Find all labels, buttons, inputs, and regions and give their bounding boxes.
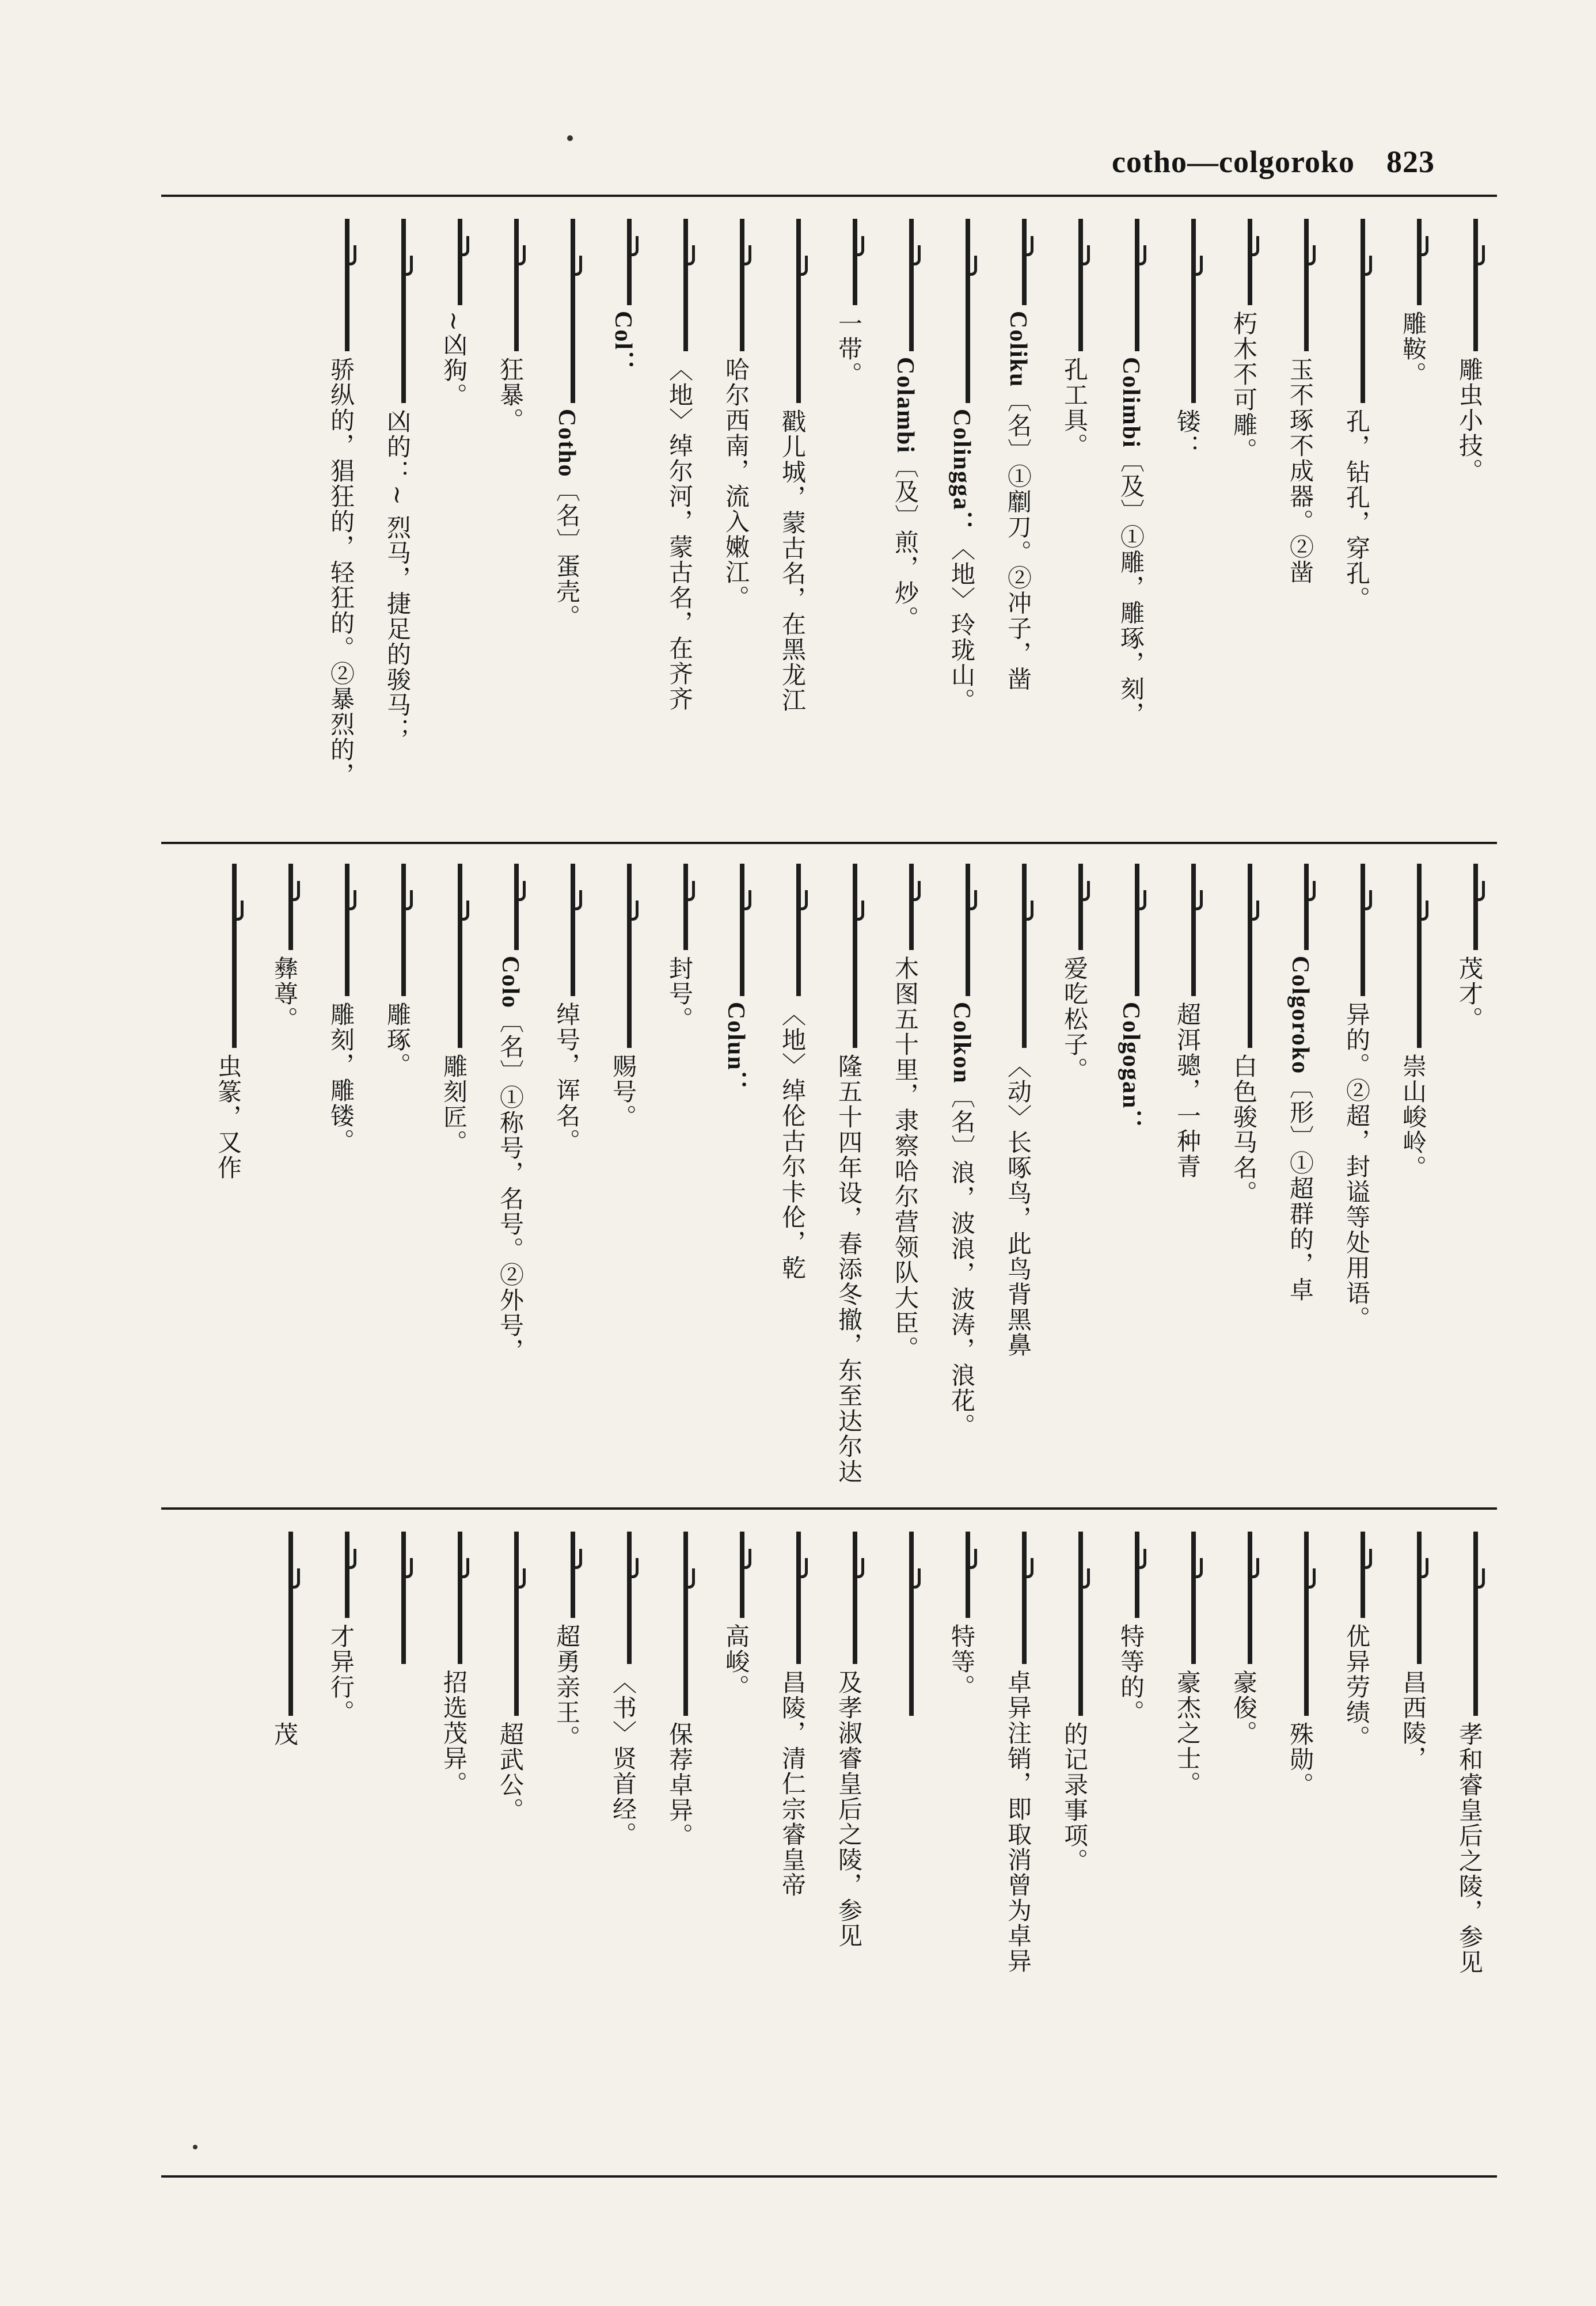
definition-text: 爱吃松子。: [1061, 956, 1089, 1082]
headword: Cotho: [553, 409, 580, 478]
manchu-script-word: [909, 1532, 914, 1716]
definition-text: 〔形〕①超群的，卓: [1286, 1074, 1314, 1303]
definition-text: 〈动〉长啄鸟，此鸟背黑鼻: [1004, 1054, 1032, 1358]
entry-line: [1216, 213, 1271, 829]
definition-text: 〔名〕蛋壳。: [553, 477, 581, 630]
header-range: cotho—colgoroko: [1112, 145, 1355, 179]
manchu-script-word: [796, 864, 801, 996]
entry-line: [1160, 858, 1215, 1491]
definition-text: 〔及〕煎，炒。: [891, 454, 919, 632]
entry-line: [426, 1526, 481, 2165]
entry-line: [426, 858, 481, 1491]
manchu-script-word: [1191, 864, 1196, 996]
definition-text: 茂: [271, 1722, 299, 1747]
manchu-script-word: [740, 1532, 744, 1618]
entry-line: [595, 1526, 651, 2165]
manchu-script-word: [571, 864, 575, 996]
print-speck: [567, 135, 573, 141]
entry-line: [370, 1526, 425, 2165]
entry-line: [313, 1526, 368, 2165]
manchu-script-word: [966, 864, 970, 996]
manchu-script-word: [1191, 1532, 1196, 1664]
definition-text: 〈地〉绰伦古尔卡伦，乾: [778, 1002, 807, 1281]
entry-line: [539, 1526, 594, 2165]
entry-line: [1047, 858, 1102, 1491]
definition-text: 特等的。: [1117, 1624, 1145, 1725]
manchu-script-word: [627, 864, 632, 1048]
entry-line: [1329, 1526, 1384, 2165]
entry-line: [1442, 1526, 1497, 2165]
header-rule: [161, 195, 1497, 197]
entry-line: [595, 858, 651, 1491]
manchu-script-word: [1078, 1532, 1083, 1716]
manchu-script-word: [288, 1532, 293, 1716]
entry-line: [821, 213, 876, 829]
manchu-script-word: [1135, 1532, 1139, 1618]
entry-line: [765, 213, 820, 829]
manchu-script-word: [345, 219, 349, 351]
entry-prefix: ~: [440, 311, 468, 333]
entry-line: [652, 213, 707, 829]
headword: Col：: [610, 311, 636, 376]
definition-text: 一带。: [835, 311, 863, 387]
entry-line: [934, 1526, 989, 2165]
definition-text: 雕鞍。: [1399, 311, 1427, 387]
definition-text: 朽木不可雕。: [1230, 311, 1258, 463]
manchu-script-word: [458, 219, 462, 305]
definition-text: 茂才。: [1456, 956, 1484, 1032]
definition-text: 殊勋。: [1286, 1722, 1314, 1798]
headword: Colgoroko: [1287, 956, 1313, 1075]
entry-line: [1216, 858, 1271, 1491]
entry-line: [821, 858, 876, 1491]
entry-line: [313, 858, 368, 1491]
manchu-script-word: [1304, 864, 1309, 950]
definition-text: 骄纵的，猖狂的，轻狂的。②暴烈的，: [327, 357, 355, 788]
headword: Colambi: [892, 357, 918, 454]
manchu-script-word: [232, 864, 237, 1048]
print-speck: [193, 2145, 197, 2149]
manchu-script-word: [1304, 219, 1309, 351]
page-number: 823: [1386, 145, 1435, 179]
dictionary-band-1: [161, 213, 1497, 829]
definition-text: 特等。: [948, 1624, 976, 1700]
entry-line: [934, 858, 989, 1491]
definition-text: 孔，钻孔，穿孔。: [1343, 409, 1371, 611]
definition-text: 雕虫小技。: [1456, 357, 1484, 484]
definition-text: 镂：: [1173, 409, 1202, 459]
definition-text: 封号。: [666, 956, 694, 1032]
definition-text: 才异行。: [327, 1624, 355, 1725]
manchu-script-word: [288, 864, 293, 950]
manchu-script-word: [683, 219, 688, 351]
manchu-script-word: [1248, 1532, 1252, 1664]
definition-text: 〈地〉绰尔河，蒙古名，在齐齐: [666, 357, 694, 712]
definition-text: 〔及〕①雕，雕琢，刻，: [1117, 448, 1145, 727]
manchu-script-word: [853, 864, 857, 1048]
entry-line: [200, 858, 256, 1491]
entry-line: [1385, 213, 1441, 829]
manchu-script-word: [401, 219, 406, 403]
band-divider: [161, 1507, 1497, 1510]
manchu-script-word: [514, 1532, 519, 1716]
entry-line: [765, 858, 820, 1491]
definition-text: 保荐卓异。: [666, 1722, 694, 1848]
entry-line: [652, 858, 707, 1491]
band-divider: [161, 842, 1497, 844]
entry-line: [877, 1526, 933, 2165]
entry-line: [1047, 1526, 1102, 2165]
manchu-script-word: [345, 864, 349, 996]
entry-line: [482, 1526, 538, 2165]
bottom-rule: [161, 2175, 1497, 2178]
definition-text: 隆五十四年设，春添冬撤，东至达尔达: [835, 1054, 863, 1484]
entry-line: [1385, 1526, 1441, 2165]
entry-line: [257, 858, 312, 1491]
manchu-script-word: [853, 1532, 857, 1664]
manchu-script-word: [627, 219, 632, 305]
entry-line: [765, 1526, 820, 2165]
definition-text: 的记录事项。: [1061, 1722, 1089, 1874]
manchu-script-word: [796, 219, 801, 403]
manchu-script-word: [458, 1532, 462, 1664]
definition-text: 〈地〉玲珑山。: [948, 536, 976, 714]
definition-text: 优异劳绩。: [1343, 1624, 1371, 1750]
manchu-script-word: [401, 1532, 406, 1664]
manchu-script-word: [1473, 864, 1478, 950]
running-header: [1112, 144, 1435, 180]
manchu-script-word: [1135, 219, 1139, 351]
headword: Colimbi: [1118, 357, 1144, 449]
manchu-script-word: [571, 219, 575, 403]
manchu-script-word: [796, 1532, 801, 1664]
manchu-script-word: [1361, 864, 1365, 996]
manchu-script-word: [1078, 219, 1083, 351]
definition-text: 〔名〕①称号，名号。②外号，: [496, 1009, 525, 1363]
entry-line: [652, 1526, 707, 2165]
dictionary-band-3: [161, 1526, 1497, 2165]
definition-text: 虫篆，又作: [214, 1054, 242, 1180]
definition-text: 卓异注销，即取消曾为卓异: [1004, 1670, 1032, 1974]
entry-line: [539, 858, 594, 1491]
definition-text: 赐号。: [609, 1054, 637, 1130]
manchu-script-word: [401, 864, 406, 996]
entry-line: [1442, 858, 1497, 1491]
manchu-script-word: [740, 864, 744, 996]
manchu-script-word: [1022, 219, 1027, 305]
entry-line: [257, 1526, 312, 2165]
entry-line: [934, 213, 989, 829]
definition-text: 豪俊。: [1230, 1670, 1258, 1746]
manchu-script-word: [1417, 219, 1422, 305]
manchu-script-word: [683, 1532, 688, 1716]
definition-text: 〈书〉贤首经。: [609, 1670, 637, 1847]
manchu-script-word: [458, 864, 462, 1048]
manchu-script-word: [966, 1532, 970, 1618]
definition-text: 哈尔西南，流入嫩江。: [722, 357, 750, 610]
definition-text: 昌陵，清仁宗睿皇帝: [778, 1670, 807, 1898]
manchu-script-word: [514, 219, 519, 351]
manchu-script-word: [1248, 219, 1252, 305]
definition-text: 崇山峻岭。: [1399, 1054, 1427, 1180]
manchu-script-word: [1022, 1532, 1027, 1664]
manchu-script-word: [1191, 219, 1196, 403]
entry-line: [482, 213, 538, 829]
entry-line: [1103, 213, 1158, 829]
definition-text: 孔工具。: [1061, 357, 1089, 458]
entry-line: [1272, 858, 1328, 1491]
definition-text: 〔名〕①劘刀。②冲子，凿: [1004, 388, 1032, 692]
definition-text: 超武公。: [496, 1722, 525, 1823]
entry-line: [1329, 213, 1384, 829]
manchu-script-word: [909, 219, 914, 351]
manchu-script-word: [1304, 1532, 1309, 1716]
entry-line: [1047, 213, 1102, 829]
manchu-script-word: [966, 219, 970, 403]
entry-line: [708, 1526, 763, 2165]
definition-text: 及孝淑睿皇后之陵，参见: [835, 1670, 863, 1948]
manchu-script-word: [1361, 1532, 1365, 1618]
definition-text: 白色骏马名。: [1230, 1054, 1258, 1206]
entry-line: [990, 213, 1046, 829]
definition-text: 狂暴。: [496, 357, 525, 433]
entry-line: [877, 858, 933, 1491]
manchu-script-word: [1248, 864, 1252, 1048]
dictionary-band-2: [161, 858, 1497, 1491]
manchu-script-word: [909, 864, 914, 950]
definition-text: 绰号，诨名。: [553, 1002, 581, 1154]
definition-text: 雕琢。: [383, 1002, 412, 1078]
definition-text: 木图五十里，隶察哈尔营领队大臣。: [891, 956, 919, 1361]
entry-line: [370, 858, 425, 1491]
entry-line: [708, 213, 763, 829]
entry-line: [1442, 213, 1497, 829]
manchu-script-word: [740, 219, 744, 351]
headword: Colkon: [948, 1002, 975, 1084]
entry-line: [1385, 858, 1441, 1491]
manchu-script-word: [571, 1532, 575, 1618]
headword: Colgogan：: [1118, 1002, 1144, 1135]
entry-line: [370, 213, 425, 829]
definition-text: 高峻。: [722, 1624, 750, 1700]
entry-line: [821, 1526, 876, 2165]
manchu-script-word: [514, 864, 519, 950]
manchu-script-word: [1417, 864, 1422, 1048]
manchu-script-word: [853, 219, 857, 305]
entry-line: [1103, 1526, 1158, 2165]
headword: Colo: [497, 956, 523, 1009]
definition-text: 豪杰之士。: [1173, 1670, 1202, 1796]
entry-line: [708, 858, 763, 1491]
entry-line: [1160, 1526, 1215, 2165]
definition-text: 凶的：~ 烈马，捷足的骏马；: [383, 409, 412, 743]
manchu-script-word: [1078, 864, 1083, 950]
entry-line: [990, 1526, 1046, 2165]
definition-text: 雕刻匠。: [440, 1054, 468, 1155]
definition-text: 彝尊。: [271, 956, 299, 1032]
entry-line: [539, 213, 594, 829]
definition-text: 戳儿城，蒙古名，在黑龙江: [778, 409, 807, 713]
definition-text: 招选茂异。: [440, 1670, 468, 1796]
headword: Coliku: [1005, 311, 1031, 388]
manchu-script-word: [1417, 1532, 1422, 1664]
headword: Colun：: [723, 1002, 749, 1096]
entry-line: [877, 213, 933, 829]
entry-line: [1216, 1526, 1271, 2165]
definition-text: 超洱骢，一种青: [1173, 1002, 1202, 1179]
definition-text: 昌西陵，: [1399, 1670, 1427, 1771]
entry-line: [1272, 213, 1328, 829]
headword: Colingga：: [948, 409, 975, 537]
manchu-script-word: [627, 1532, 632, 1664]
entry-line: [426, 213, 481, 829]
manchu-script-word: [1361, 219, 1365, 403]
definition-text: 凶狗。: [440, 332, 468, 409]
manchu-script-word: [1022, 864, 1027, 1048]
definition-text: 孝和睿皇后之陵，参见: [1456, 1722, 1484, 1975]
entry-line: [313, 213, 368, 829]
entry-line: [1103, 858, 1158, 1491]
manchu-script-word: [345, 1532, 349, 1618]
entry-line: [1160, 213, 1215, 829]
manchu-script-word: [1473, 219, 1478, 351]
definition-text: 超勇亲王。: [553, 1624, 581, 1750]
entry-line: [595, 213, 651, 829]
definition-text: 雕刻，雕镂。: [327, 1002, 355, 1154]
entry-line: [1329, 858, 1384, 1491]
manchu-script-word: [1473, 1532, 1478, 1716]
entry-line: [990, 858, 1046, 1491]
definition-text: 异的。②超，封谥等处用语。: [1343, 1002, 1371, 1331]
definition-text: 〔名〕浪，波浪，波涛，浪花。: [948, 1084, 976, 1439]
manchu-script-word: [683, 864, 688, 950]
entry-line: [1272, 1526, 1328, 2165]
entry-line: [482, 858, 538, 1491]
definition-text: 玉不琢不成器。②凿: [1286, 357, 1314, 585]
manchu-script-word: [1135, 864, 1139, 996]
